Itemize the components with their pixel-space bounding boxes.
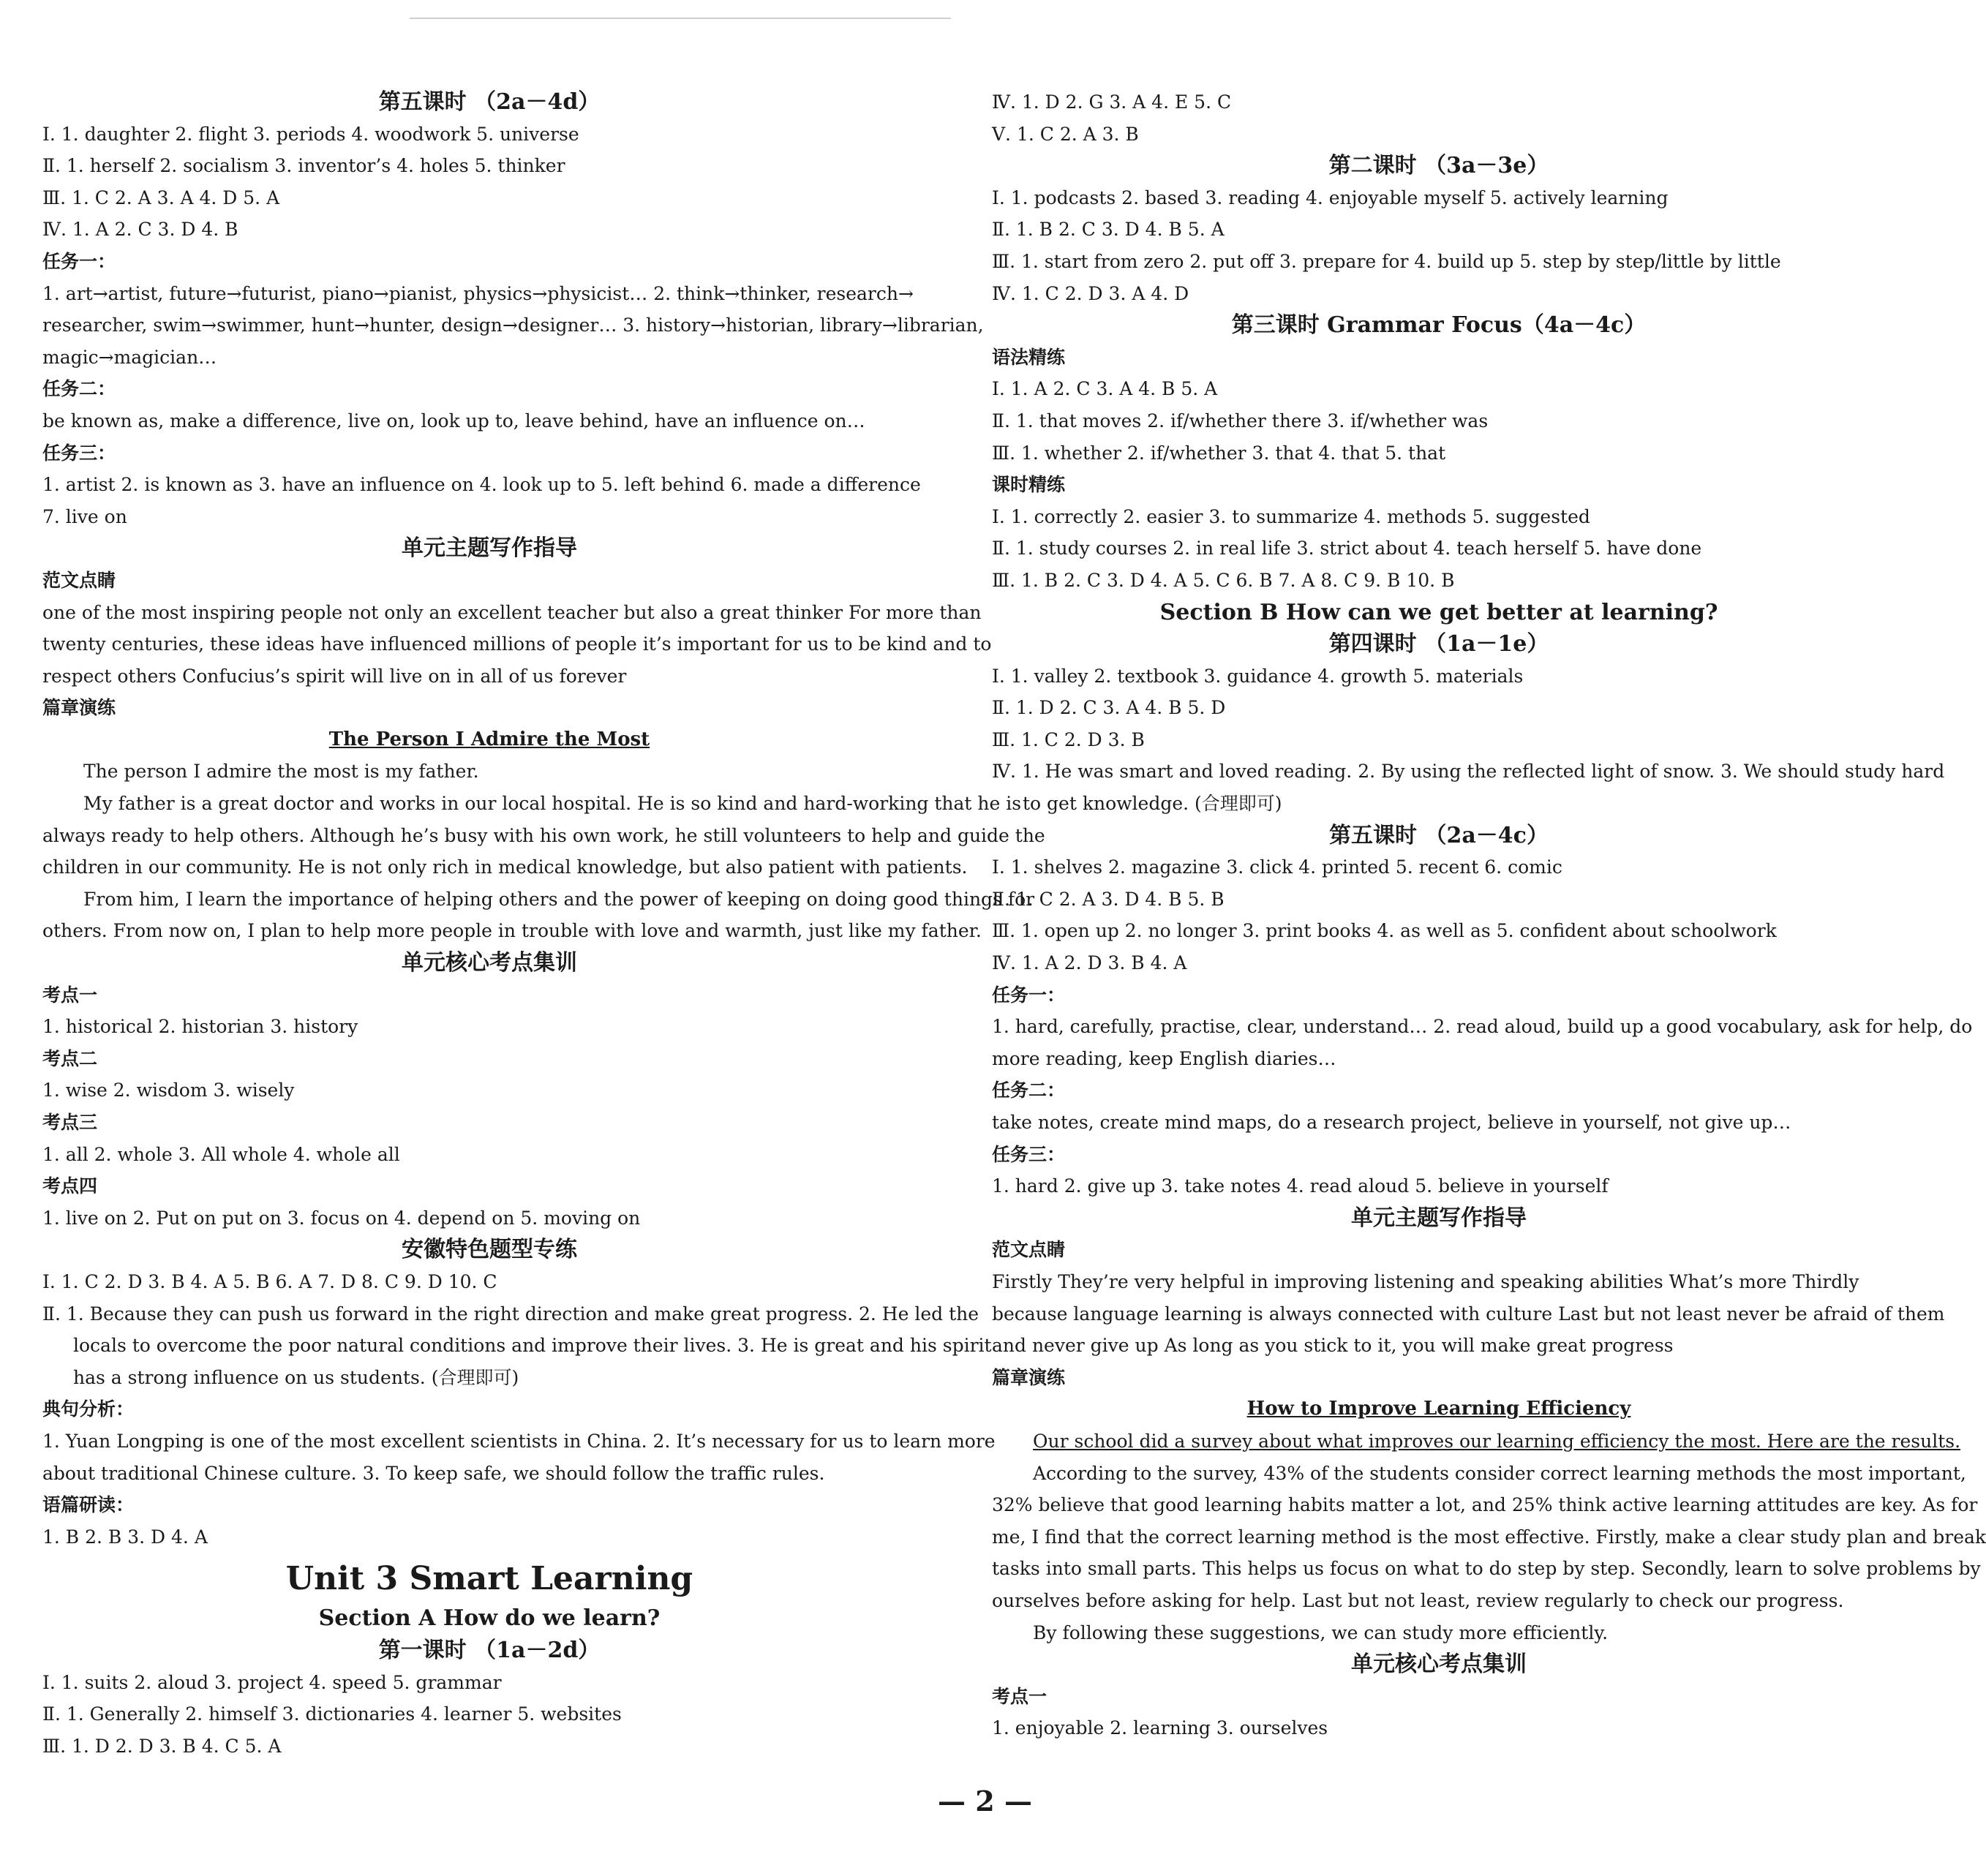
answer-line: Ⅰ. 1. shelves 2. magazine 3. click 4. printed 5. recent 6. comic <box>992 856 1562 878</box>
answer-line: be known as, make a difference, live on, look up to, leave behind, have an influence on… <box>42 410 865 432</box>
answer-line: ourselves before asking for help. Last but not least, review regularly to check our progress. <box>992 1589 1844 1611</box>
section-heading: Section A How do we learn? <box>318 1605 661 1632</box>
right-column <box>992 86 1986 1744</box>
section-label: 考点二 <box>42 1047 98 1069</box>
section-label: 篇章演练 <box>42 697 116 719</box>
paragraph-line: My father is a great doctor and works in our local hospital. He is so kind and hard-working that he is <box>83 793 1022 815</box>
answer-line: twenty centuries, these ideas have influenced millions of people it’s important for us to be kind and to <box>42 633 992 655</box>
section-heading: 单元核心考点集训 <box>1351 1651 1527 1678</box>
answer-line: Ⅱ. 1. C 2. A 3. D 4. B 5. B <box>992 888 1225 910</box>
section-label: 范文点睛 <box>992 1239 1066 1261</box>
page-number: — 2 — <box>938 1785 1032 1817</box>
answer-line: Firstly They’re very helpful in improving listening and speaking abilities What’s more Thirdly <box>992 1270 1859 1292</box>
answer-line: 1. hard 2. give up 3. take notes 4. read aloud 5. believe in yourself <box>992 1175 1609 1197</box>
answer-line: Ⅲ. 1. D 2. D 3. B 4. C 5. A <box>42 1735 282 1757</box>
answer-line: 1. artist 2. is known as 3. have an influence on 4. look up to 5. left behind 6. made a difference <box>42 474 921 496</box>
answer-line: Ⅲ. 1. open up 2. no longer 3. print books 4. as well as 5. confident about schoolwork <box>992 920 1777 942</box>
top-rule <box>410 18 951 19</box>
answer-line: Ⅳ. 1. A 2. C 3. D 4. B <box>42 219 238 241</box>
answer-line: because language learning is always connected with culture Last but not least never be afraid of them <box>992 1303 1945 1325</box>
section-label: 任务二： <box>992 1080 1066 1101</box>
section-heading: 单元主题写作指导 <box>402 535 577 562</box>
answer-line: 1. Yuan Longping is one of the most excellent scientists in China. 2. It’s necessary for us to learn more <box>42 1430 996 1452</box>
section-heading: 第五课时 （2a－4c） <box>1329 822 1549 848</box>
answer-line: Ⅰ. 1. C 2. D 3. B 4. A 5. B 6. A 7. D 8. C 9. D 10. C <box>42 1270 497 1292</box>
answer-line: Ⅱ. 1. that moves 2. if/whether there 3. if/whether was <box>992 410 1489 432</box>
answer-line: Ⅳ. 1. He was smart and loved reading. 2. By using the reflected light of snow. 3. We should study hard <box>992 761 1945 783</box>
essay-title: The Person I Admire the Most <box>328 728 650 750</box>
section-heading: 单元主题写作指导 <box>1351 1205 1527 1231</box>
answer-line: Ⅱ. 1. Generally 2. himself 3. dictionaries 4. learner 5. websites <box>42 1703 622 1725</box>
answer-line: 1. hard, carefully, practise, clear, understand… 2. read aloud, build up a good vocabulary, ask for help, do <box>992 1016 1973 1038</box>
section-label: 任务一： <box>42 250 116 272</box>
answer-line: Ⅰ. 1. podcasts 2. based 3. reading 4. enjoyable myself 5. actively learning <box>992 187 1669 208</box>
section-label: 任务二： <box>42 378 116 400</box>
section-label: 课时精练 <box>992 474 1066 496</box>
answer-line: Ⅰ. 1. correctly 2. easier 3. to summarize 4. methods 5. suggested <box>992 505 1590 527</box>
answer-line: Ⅱ. 1. herself 2. socialism 3. inventor’s 4. holes 5. thinker <box>42 155 565 177</box>
answer-line: Ⅳ. 1. D 2. G 3. A 4. E 5. C <box>992 91 1232 113</box>
essay-title: How to Improve Learning Efficiency <box>1246 1398 1631 1420</box>
section-label: 考点一 <box>992 1685 1047 1707</box>
paragraph-line: The person I admire the most is my father. <box>83 761 479 783</box>
answer-line: me, I find that the correct learning method is the most effective. Firstly, make a clear study plan and break <box>992 1526 1986 1548</box>
section-heading: 单元核心考点集训 <box>402 950 577 976</box>
answer-line: Ⅳ. 1. A 2. D 3. B 4. A <box>992 952 1187 974</box>
answer-line: 1. B 2. B 3. D 4. A <box>42 1526 208 1548</box>
answer-line: always ready to help others. Although he’s busy with his own work, he still volunteers to help and guide the <box>42 824 1045 846</box>
section-label: 篇章演练 <box>992 1366 1066 1388</box>
section-label: 任务三： <box>42 442 116 464</box>
section-label: 范文点睛 <box>42 569 116 591</box>
answer-line: 1. art→artist, future→futurist, piano→pianist, physics→physicist… 2. think→thinker, research→ <box>42 282 914 304</box>
answer-line: Ⅳ. 1. C 2. D 3. A 4. D <box>992 282 1189 304</box>
indented-line: has a strong influence on us students. (合理即可) <box>73 1366 519 1388</box>
answer-line: Ⅲ. 1. C 2. A 3. A 4. D 5. A <box>42 187 280 208</box>
answer-line: Ⅲ. 1. start from zero 2. put off 3. prepare for 4. build up 5. step by step/little by little <box>992 250 1781 272</box>
answer-line: take notes, create mind maps, do a research project, believe in yourself, not give up… <box>992 1112 1791 1133</box>
answer-line: Ⅱ. 1. B 2. C 3. D 4. B 5. A <box>992 219 1225 241</box>
answer-line: Ⅲ. 1. B 2. C 3. D 4. A 5. C 6. B 7. A 8. C 9. B 10. B <box>992 569 1455 591</box>
answer-line: respect others Confucius’s spirit will live on in all of us forever <box>42 665 627 687</box>
section-label: 考点三 <box>42 1112 98 1133</box>
unit-title: Unit 3 Smart Learning <box>285 1560 693 1598</box>
indented-line: locals to overcome the poor natural conditions and improve their lives. 3. He is great and his spirit <box>73 1335 992 1357</box>
paragraph-line: According to the survey, 43% of the students consider correct learning methods the most important, <box>1033 1462 1966 1484</box>
section-label: 考点四 <box>42 1175 98 1197</box>
answer-line: Ⅴ. 1. C 2. A 3. B <box>992 123 1139 145</box>
section-label: 语法精练 <box>992 346 1066 368</box>
answer-line: Ⅰ. 1. valley 2. textbook 3. guidance 4. growth 5. materials <box>992 665 1524 687</box>
answer-line: 7. live on <box>42 505 127 527</box>
section-heading: 第五课时 （2a－4d） <box>378 89 601 115</box>
answer-line: Ⅲ. 1. C 2. D 3. B <box>992 728 1145 750</box>
section-heading: 第二课时 （3a－3e） <box>1328 153 1549 179</box>
answer-line: Ⅱ. 1. study courses 2. in real life 3. strict about 4. teach herself 5. have done <box>992 538 1702 560</box>
answer-line: 32% believe that good learning habits matter a lot, and 25% think active learning attitudes are key. As for <box>992 1494 1978 1516</box>
section-label: 任务一： <box>992 984 1066 1006</box>
answer-line: one of the most inspiring people not only an excellent teacher but also a great thinker For more than <box>42 601 982 623</box>
answer-line: Ⅰ. 1. A 2. C 3. A 4. B 5. A <box>992 378 1218 400</box>
answer-line: and never give up As long as you stick to it, you will make great progress <box>992 1335 1674 1357</box>
answer-line: others. From now on, I plan to help more people in trouble with love and warmth, just like my father. <box>42 920 982 942</box>
answer-line: Ⅱ. 1. Because they can push us forward in the right direction and make great progress. 2. He led the <box>42 1303 979 1325</box>
section-label: 任务三： <box>992 1143 1066 1165</box>
answer-line: 1. wise 2. wisdom 3. wisely <box>42 1080 295 1101</box>
underlined-line: Our school did a survey about what improves our learning efficiency the most. Here are the results. <box>1033 1430 1961 1452</box>
answer-line: more reading, keep English diaries… <box>992 1047 1336 1069</box>
answer-line: children in our community. He is not only rich in medical knowledge, but also patient with patients. <box>42 856 968 878</box>
section-heading: 第一课时 （1a－2d） <box>378 1637 601 1663</box>
answer-line: 1. all 2. whole 3. All whole 4. whole all <box>42 1143 400 1165</box>
section-label: 典句分析： <box>42 1398 135 1420</box>
answer-line: magic→magician… <box>42 346 217 368</box>
paragraph-line: By following these suggestions, we can study more efficiently. <box>1033 1621 1609 1643</box>
section-heading: 第四课时 （1a－1e） <box>1328 631 1549 658</box>
answer-line: 1. enjoyable 2. learning 3. ourselves <box>992 1717 1328 1739</box>
answer-line: Ⅰ. 1. daughter 2. flight 3. periods 4. woodwork 5. universe <box>42 123 579 145</box>
answer-line: about traditional Chinese culture. 3. To keep safe, we should follow the traffic rules. <box>42 1462 825 1484</box>
answer-line: Ⅱ. 1. D 2. C 3. A 4. B 5. D <box>992 697 1226 719</box>
answer-line: researcher, swim→swimmer, hunt→hunter, design→designer… 3. history→historian, library→librarian, <box>42 314 984 336</box>
section-label: 语篇研读： <box>42 1494 135 1516</box>
answer-line: Ⅲ. 1. whether 2. if/whether 3. that 4. that 5. that <box>992 442 1446 464</box>
paragraph-line: From him, I learn the importance of helping others and the power of keeping on doing good things for <box>83 888 1035 910</box>
section-label: 考点一 <box>42 984 98 1006</box>
answer-line: 1. historical 2. historian 3. history <box>42 1016 358 1038</box>
answer-line: tasks into small parts. This helps us focus on what to do step by step. Secondly, learn to solve problems by <box>992 1558 1981 1580</box>
answer-line: Ⅰ. 1. suits 2. aloud 3. project 4. speed 5. grammar <box>42 1671 502 1693</box>
indented-line: to get knowledge. (合理即可) <box>1023 793 1282 815</box>
answer-line: 1. live on 2. Put on put on 3. focus on 4. depend on 5. moving on <box>42 1207 641 1229</box>
section-heading: 安徽特色题型专练 <box>402 1237 577 1263</box>
section-heading: Section B How can we get better at learning? <box>1159 599 1718 625</box>
section-heading: 第三课时 Grammar Focus（4a－4c） <box>1231 312 1647 339</box>
